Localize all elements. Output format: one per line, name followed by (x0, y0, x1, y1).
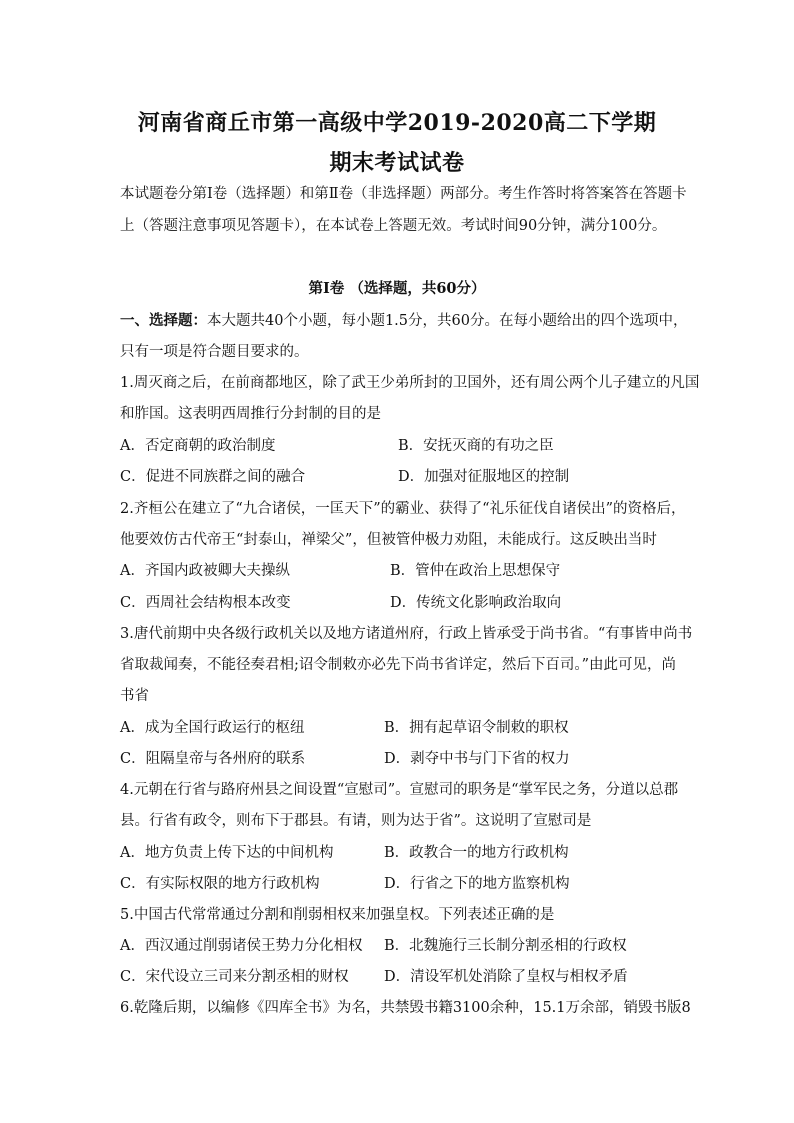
exam-title-line2: 期末考试试卷 (329, 150, 465, 176)
q3-option-c: C．阻隔皇帝与各州府的联系 (120, 751, 306, 767)
q3-option-a: A．成为全国行政运行的枢纽 (120, 720, 305, 736)
q2-option-a: A．齐国内政被卿大夫操纵 (120, 563, 290, 579)
q4-stem-line2: 县。行省有政令，则布下于郡县。有请，则为达于省”。这说明了宣慰司是 (120, 813, 592, 829)
q3-option-d: D．剥夺中书与门下省的权力 (384, 751, 570, 767)
instruction-text: 本大题共40个小题，每小题1.5分，共60分。在每小题给出的四个选项中， (207, 313, 688, 329)
q1-stem-line1: 1.周灭商之后，在前商都地区，除了武王少弟所封的卫国外，还有周公两个儿子建立的凡国 (120, 375, 700, 391)
intro-line-2: 上（答题注意事项见答题卡），在本试卷上答题无效。考试时间90分钟，满分100分。 (120, 218, 667, 234)
q5-stem-line1: 5.中国古代常常通过分割和削弱相权来加强皇权。下列表述正确的是 (120, 907, 555, 923)
intro-line-1: 本试题卷分第Ⅰ卷（选择题）和第Ⅱ卷（非选择题）两部分。考生作答时将答案答在答题卡 (120, 186, 687, 202)
q1-option-a: A．否定商朝的政治制度 (120, 438, 276, 454)
q2-stem-line2: 他要效仿古代帝王“封泰山，禅梁父”，但被管仲极力劝阻，未能成行。这反映出当时 (120, 532, 657, 548)
q4-option-a: A．地方负责上传下达的中间机构 (120, 845, 334, 861)
q3-stem-line1: 3.唐代前期中央各级行政机关以及地方诸道州府，行政上皆承受于尚书省。“有事皆申尚书 (120, 626, 693, 642)
q2-option-b: B．管仲在政治上思想保守 (390, 563, 561, 579)
q2-option-c: C．西周社会结构根本改变 (120, 595, 291, 611)
q2-stem-line1: 2.齐桓公在建立了“九合诸侯，一匡天下”的霸业、获得了“礼乐征伐自诸侯出”的资格后， (120, 501, 686, 517)
q4-option-b: B．政教合一的地方行政机构 (384, 845, 569, 861)
q3-option-b: B．拥有起草诏令制敕的职权 (384, 720, 569, 736)
q3-stem-line3: 书省 (120, 688, 149, 704)
q5-option-d: D．清设军机处消除了皇权与相权矛盾 (384, 969, 628, 985)
q4-option-c: C．有实际权限的地方行政机构 (120, 876, 320, 892)
q4-option-d: D．行省之下的地方监察机构 (384, 876, 570, 892)
q4-stem-line1: 4.元朝在行省与路府州县之间设置“宣慰司”。宣慰司的职务是“掌军民之务，分道以总郡 (120, 782, 679, 798)
section-instruction-line2: 只有一项是符合题目要求的。 (120, 344, 309, 360)
q6-stem-line1: 6.乾隆后期，以编修《四库全书》为名，共禁毁书籍3100余种，15.1万余部，销毁书版8 (120, 1000, 691, 1016)
q3-stem-line2: 省取裁闻奏，不能径奏君相;诏令制敕亦必先下尚书省详定，然后下百司。”由此可见，尚 (120, 657, 677, 673)
exam-title-line1: 河南省商丘市第一高级中学2019-2020高二下学期 (137, 110, 657, 136)
section-heading: 第Ⅰ卷 （选择题，共60分） (308, 280, 486, 297)
q5-option-c: C．宋代设立三司来分割丞相的财权 (120, 969, 349, 985)
q2-option-d: D．传统文化影响政治取向 (390, 595, 562, 611)
q5-option-b: B．北魏施行三长制分割丞相的行政权 (384, 938, 627, 954)
q1-option-b: B．安抚灭商的有功之臣 (398, 438, 554, 454)
section-instruction (120, 311, 687, 331)
q1-option-c: C．促进不同族群之间的融合 (120, 469, 306, 485)
instruction-label: 一、选择题： (120, 312, 207, 329)
q1-stem-line2: 和胙国。这表明西周推行分封制的目的是 (120, 406, 381, 422)
q5-option-a: A．西汉通过削弱诸侯王势力分化相权 (120, 938, 363, 954)
q1-option-d: D．加强对征服地区的控制 (398, 469, 570, 485)
